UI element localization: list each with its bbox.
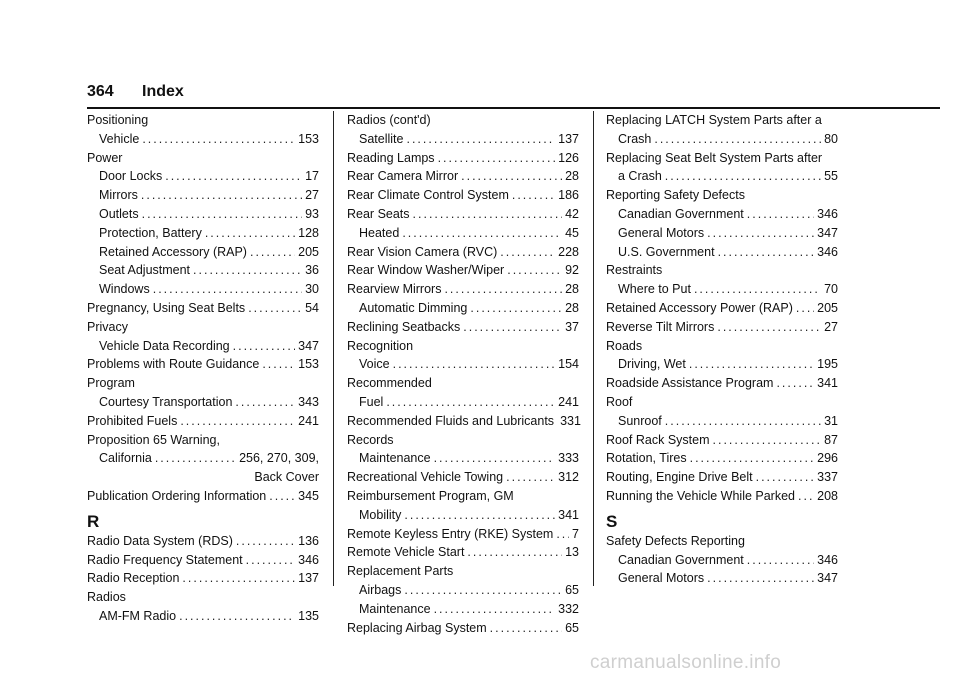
entry-label: AM-FM Radio xyxy=(99,608,177,623)
index-heading: Restraints xyxy=(606,263,663,278)
entry-label: Seat Adjustment xyxy=(99,263,191,278)
index-entry xyxy=(347,318,579,337)
dot-leader xyxy=(512,186,555,205)
page-number: 364 xyxy=(87,83,114,100)
dot-leader xyxy=(756,468,815,487)
index-entry xyxy=(606,374,838,393)
index-heading: Positioning xyxy=(87,113,149,127)
dot-leader xyxy=(404,506,555,525)
entry-label: Vehicle Data Recording xyxy=(99,338,230,353)
index-heading: Safety Defects Reporting xyxy=(606,533,745,548)
entry-page-number: 296 xyxy=(817,451,838,466)
entry-page-number: 137 xyxy=(558,131,579,146)
entry-label: Roof Rack System xyxy=(606,432,710,447)
dot-leader xyxy=(690,449,815,468)
dot-leader xyxy=(689,355,814,374)
dot-leader xyxy=(434,449,556,468)
index-subentry xyxy=(606,412,838,431)
entry-label: Vehicle xyxy=(99,131,140,146)
entry-label: General Motors xyxy=(618,225,705,240)
entry-page-number: 241 xyxy=(558,394,579,409)
entry-label: Retained Accessory (RAP) xyxy=(99,244,247,259)
dot-leader xyxy=(246,551,296,570)
dot-leader xyxy=(393,355,556,374)
entry-page-number: 27 xyxy=(824,319,838,334)
index-subentry xyxy=(606,243,838,262)
entry-page-number: 341 xyxy=(558,507,579,522)
dot-leader xyxy=(798,487,814,506)
entry-label: Where to Put xyxy=(618,282,691,297)
entry-label: Radio Frequency Statement xyxy=(87,552,243,567)
index-subentry xyxy=(87,243,319,262)
dot-leader xyxy=(233,337,296,356)
index-entry xyxy=(347,167,579,186)
entry-label: Rear Window Washer/Wiper xyxy=(347,263,505,278)
index-subentry xyxy=(87,280,319,299)
index-subentry xyxy=(87,261,319,280)
index-entry xyxy=(347,619,579,638)
entry-label: Remote Keyless Entry (RKE) System xyxy=(347,526,554,541)
index-heading: Radios xyxy=(87,590,126,605)
entry-label: Reverse Tilt Mirrors xyxy=(606,319,715,334)
entry-page-number: 208 xyxy=(817,488,838,503)
index-subentry xyxy=(606,280,838,299)
dot-leader xyxy=(461,167,562,186)
index-entry xyxy=(87,532,319,551)
entry-label: Door Locks xyxy=(99,169,163,184)
index-subentry xyxy=(347,355,579,374)
dot-leader xyxy=(141,186,302,205)
entry-page-number: 7 xyxy=(572,526,579,541)
entry-page-number: 93 xyxy=(305,206,319,221)
dot-leader xyxy=(717,318,821,337)
entry-label: Problems with Route Guidance xyxy=(87,357,260,372)
entry-page-number: 65 xyxy=(565,582,579,597)
entry-page-number: 337 xyxy=(817,470,838,485)
entry-page-number: 28 xyxy=(565,300,579,315)
index-subentry xyxy=(87,130,319,149)
dot-leader xyxy=(718,243,815,262)
entry-page-number: 27 xyxy=(305,188,319,203)
index-entry xyxy=(87,487,319,506)
index-entry xyxy=(347,205,579,224)
index-heading: Replacement Parts xyxy=(347,564,454,579)
entry-label: Outlets xyxy=(99,206,139,221)
entry-page-number: 42 xyxy=(565,206,579,221)
index-entry xyxy=(347,543,579,562)
entry-label: Running the Vehicle While Parked xyxy=(606,488,796,503)
entry-label: U.S. Government xyxy=(618,244,715,259)
entry-page-number: 31 xyxy=(824,413,838,428)
entry-label: Voice xyxy=(359,357,390,372)
entry-label: Crash xyxy=(618,131,652,146)
index-heading: Replacing LATCH System Parts after a xyxy=(606,113,822,127)
watermark: carmanualsonline.info xyxy=(590,652,782,673)
entry-label: Heated xyxy=(359,225,400,240)
dot-leader xyxy=(694,280,821,299)
entry-label: Replacing Airbag System xyxy=(347,620,487,635)
index-heading: Replacing Seat Belt System Parts after xyxy=(606,150,823,165)
entry-page-number: 135 xyxy=(298,608,319,623)
dot-leader xyxy=(467,543,562,562)
entry-page-number: 346 xyxy=(817,552,838,567)
entry-page-number: 136 xyxy=(298,533,319,548)
entry-label: Retained Accessory Power (RAP) xyxy=(606,300,793,315)
dot-leader xyxy=(406,130,555,149)
dot-leader xyxy=(269,487,295,506)
dot-leader xyxy=(236,532,295,551)
index-entry xyxy=(606,468,838,487)
index-heading: Recommended xyxy=(347,376,432,391)
entry-page-number: 17 xyxy=(305,169,319,184)
dot-leader xyxy=(796,299,814,318)
index-heading: Program xyxy=(87,376,135,391)
dot-leader xyxy=(205,224,295,243)
index-subentry xyxy=(87,224,319,243)
entry-page-number: 45 xyxy=(565,225,579,240)
entry-label: Rotation, Tires xyxy=(606,451,687,466)
index-entry xyxy=(87,355,319,374)
entry-page-number: 36 xyxy=(305,263,319,278)
dot-leader xyxy=(665,167,821,186)
dot-leader xyxy=(153,280,302,299)
index-subentry xyxy=(606,130,838,149)
index-subentry xyxy=(347,299,579,318)
index-heading: Privacy xyxy=(87,319,128,334)
entry-page-number: 128 xyxy=(298,225,319,240)
entry-label: Recreational Vehicle Towing xyxy=(347,470,504,485)
entry-page-number: 341 xyxy=(817,376,838,391)
index-column-1 xyxy=(87,111,319,626)
index-subentry xyxy=(347,506,579,525)
index-heading: Reporting Safety Defects xyxy=(606,188,745,203)
entry-label: California xyxy=(99,451,152,466)
index-subentry xyxy=(606,167,838,186)
entry-label: Windows xyxy=(99,282,150,297)
index-heading: Power xyxy=(87,150,123,165)
index-entry xyxy=(347,261,579,280)
index-entry xyxy=(87,569,319,588)
entry-continuation: Back Cover xyxy=(254,470,319,485)
index-entry xyxy=(87,299,319,318)
entry-label: General Motors xyxy=(618,571,705,586)
entry-page-number: 347 xyxy=(817,571,838,586)
entry-page-number: 55 xyxy=(824,169,838,184)
entry-label: Maintenance xyxy=(359,451,431,466)
entry-page-number: 343 xyxy=(298,394,319,409)
index-subentry xyxy=(347,600,579,619)
index-heading: Reimbursement Program, GM xyxy=(347,488,514,503)
dot-leader xyxy=(402,224,562,243)
entry-page-number: 186 xyxy=(558,188,579,203)
entry-label: Prohibited Fuels xyxy=(87,413,178,428)
index-subentry xyxy=(606,355,838,374)
page-header xyxy=(87,83,940,109)
entry-label: Recommended Fluids and Lubricants xyxy=(347,413,555,428)
dot-leader xyxy=(250,243,295,262)
dot-leader xyxy=(142,205,302,224)
index-entry xyxy=(347,412,579,431)
entry-page-number: 195 xyxy=(817,357,838,372)
dot-leader xyxy=(707,224,814,243)
entry-page-number: 28 xyxy=(565,169,579,184)
entry-label: Courtesy Transportation xyxy=(99,394,233,409)
index-subentry xyxy=(347,581,579,600)
entry-page-number: 346 xyxy=(817,206,838,221)
entry-label: Protection, Battery xyxy=(99,225,202,240)
entry-page-number: 333 xyxy=(558,451,579,466)
dot-leader xyxy=(235,393,295,412)
dot-leader xyxy=(248,299,302,318)
dot-leader xyxy=(444,280,562,299)
dot-leader xyxy=(470,299,562,318)
index-entry xyxy=(87,551,319,570)
index-heading: Recognition xyxy=(347,338,414,353)
entry-page-number: 153 xyxy=(298,357,319,372)
index-subentry xyxy=(87,186,319,205)
entry-page-number: 70 xyxy=(824,282,838,297)
index-subentry xyxy=(87,167,319,186)
entry-page-number: 37 xyxy=(565,319,579,334)
dot-leader xyxy=(262,355,295,374)
entry-label: Sunroof xyxy=(618,413,662,428)
entry-page-number: 241 xyxy=(298,413,319,428)
entry-label: a Crash xyxy=(618,169,662,184)
entry-page-number: 54 xyxy=(305,300,319,315)
dot-leader xyxy=(182,569,295,588)
dot-leader xyxy=(179,607,295,626)
entry-page-number: 346 xyxy=(817,244,838,259)
entry-label: Rear Climate Control System xyxy=(347,188,509,203)
index-subentry xyxy=(347,130,579,149)
index-entry xyxy=(347,280,579,299)
dot-leader xyxy=(142,130,295,149)
entry-label: Roadside Assistance Program xyxy=(606,376,774,391)
entry-page-number: 87 xyxy=(824,432,838,447)
dot-leader xyxy=(654,130,821,149)
dot-leader xyxy=(490,619,562,638)
entry-label: Remote Vehicle Start xyxy=(347,545,465,560)
entry-label: Driving, Wet xyxy=(618,357,686,372)
index-heading: Proposition 65 Warning, xyxy=(87,432,220,447)
entry-page-number: 30 xyxy=(305,282,319,297)
entry-page-number: 65 xyxy=(565,620,579,635)
index-subentry xyxy=(606,224,838,243)
entry-label: Publication Ordering Information xyxy=(87,488,267,503)
index-subentry xyxy=(87,337,319,356)
index-subentry xyxy=(87,393,319,412)
dot-leader xyxy=(180,412,295,431)
entry-label: Reading Lamps xyxy=(347,150,435,165)
entry-page-number: 126 xyxy=(558,150,579,165)
index-subentry xyxy=(606,551,838,570)
index-entry xyxy=(347,243,579,262)
index-entry xyxy=(87,412,319,431)
entry-page-number: 92 xyxy=(565,263,579,278)
entry-label: Reclining Seatbacks xyxy=(347,319,461,334)
index-entry xyxy=(347,149,579,168)
entry-label: Rear Seats xyxy=(347,206,410,221)
entry-label: Rear Camera Mirror xyxy=(347,169,459,184)
entry-label: Rearview Mirrors xyxy=(347,282,442,297)
entry-page-number: 256, 270, 309, xyxy=(239,451,319,466)
index-heading: Roads xyxy=(606,338,643,353)
entry-page-number: 331 xyxy=(560,413,581,428)
index-subentry xyxy=(347,449,579,468)
dot-leader xyxy=(665,412,821,431)
index-subentry xyxy=(347,393,579,412)
index-entry xyxy=(347,525,579,544)
entry-label: Radio Reception xyxy=(87,571,180,586)
entry-page-number: 28 xyxy=(565,282,579,297)
entry-label: Mirrors xyxy=(99,188,138,203)
entry-page-number: 332 xyxy=(558,601,579,616)
entry-page-number: 347 xyxy=(298,338,319,353)
dot-leader xyxy=(507,261,562,280)
entry-page-number: 205 xyxy=(817,300,838,315)
dot-leader xyxy=(413,205,563,224)
entry-label: Canadian Government xyxy=(618,206,744,221)
section-letter: R xyxy=(87,511,100,531)
entry-label: Canadian Government xyxy=(618,552,744,567)
index-entry xyxy=(606,299,838,318)
entry-label: Fuel xyxy=(359,394,384,409)
entry-page-number: 228 xyxy=(558,244,579,259)
index-entry xyxy=(606,487,838,506)
entry-page-number: 312 xyxy=(558,470,579,485)
entry-page-number: 153 xyxy=(298,131,319,146)
dot-leader xyxy=(193,261,302,280)
dot-leader xyxy=(556,525,569,544)
entry-page-number: 346 xyxy=(298,552,319,567)
dot-leader xyxy=(707,569,814,588)
dot-leader xyxy=(713,431,822,450)
column-divider xyxy=(333,111,334,586)
section-letter: S xyxy=(606,511,618,531)
entry-page-number: 345 xyxy=(298,488,319,503)
dot-leader xyxy=(438,149,556,168)
index-entry xyxy=(347,468,579,487)
dot-leader xyxy=(776,374,814,393)
entry-label: Satellite xyxy=(359,131,404,146)
dot-leader xyxy=(386,393,555,412)
entry-label: Airbags xyxy=(359,582,402,597)
entry-label: Maintenance xyxy=(359,601,431,616)
entry-label: Rear Vision Camera (RVC) xyxy=(347,244,498,259)
index-heading: Roof xyxy=(606,394,633,409)
index-subentry xyxy=(606,205,838,224)
entry-page-number: 80 xyxy=(824,131,838,146)
index-subentry xyxy=(606,569,838,588)
index-subentry xyxy=(347,224,579,243)
dot-leader xyxy=(404,581,562,600)
dot-leader xyxy=(434,600,556,619)
page-title: Index xyxy=(142,83,184,100)
index-column-2 xyxy=(347,111,579,637)
index-entry xyxy=(606,318,838,337)
index-subentry xyxy=(87,449,319,468)
index-heading: Radios (cont'd) xyxy=(347,113,431,127)
index-column-3 xyxy=(606,111,838,588)
index-heading: Records xyxy=(347,432,394,447)
dot-leader xyxy=(463,318,562,337)
dot-leader xyxy=(506,468,555,487)
column-divider xyxy=(593,111,594,586)
index-entry xyxy=(606,449,838,468)
dot-leader xyxy=(165,167,302,186)
entry-page-number: 205 xyxy=(298,244,319,259)
index-subentry xyxy=(87,607,319,626)
index-entry xyxy=(347,186,579,205)
entry-label: Automatic Dimming xyxy=(359,300,468,315)
index-entry xyxy=(606,431,838,450)
entry-page-number: 13 xyxy=(565,545,579,560)
dot-leader xyxy=(500,243,555,262)
entry-label: Mobility xyxy=(359,507,402,522)
entry-label: Pregnancy, Using Seat Belts xyxy=(87,300,246,315)
entry-page-number: 347 xyxy=(817,225,838,240)
index-subentry xyxy=(87,205,319,224)
dot-leader xyxy=(155,449,236,468)
dot-leader xyxy=(747,551,814,570)
entry-label: Routing, Engine Drive Belt xyxy=(606,470,753,485)
dot-leader xyxy=(747,205,814,224)
entry-label: Radio Data System (RDS) xyxy=(87,533,233,548)
entry-page-number: 154 xyxy=(558,357,579,372)
entry-page-number: 137 xyxy=(298,571,319,586)
